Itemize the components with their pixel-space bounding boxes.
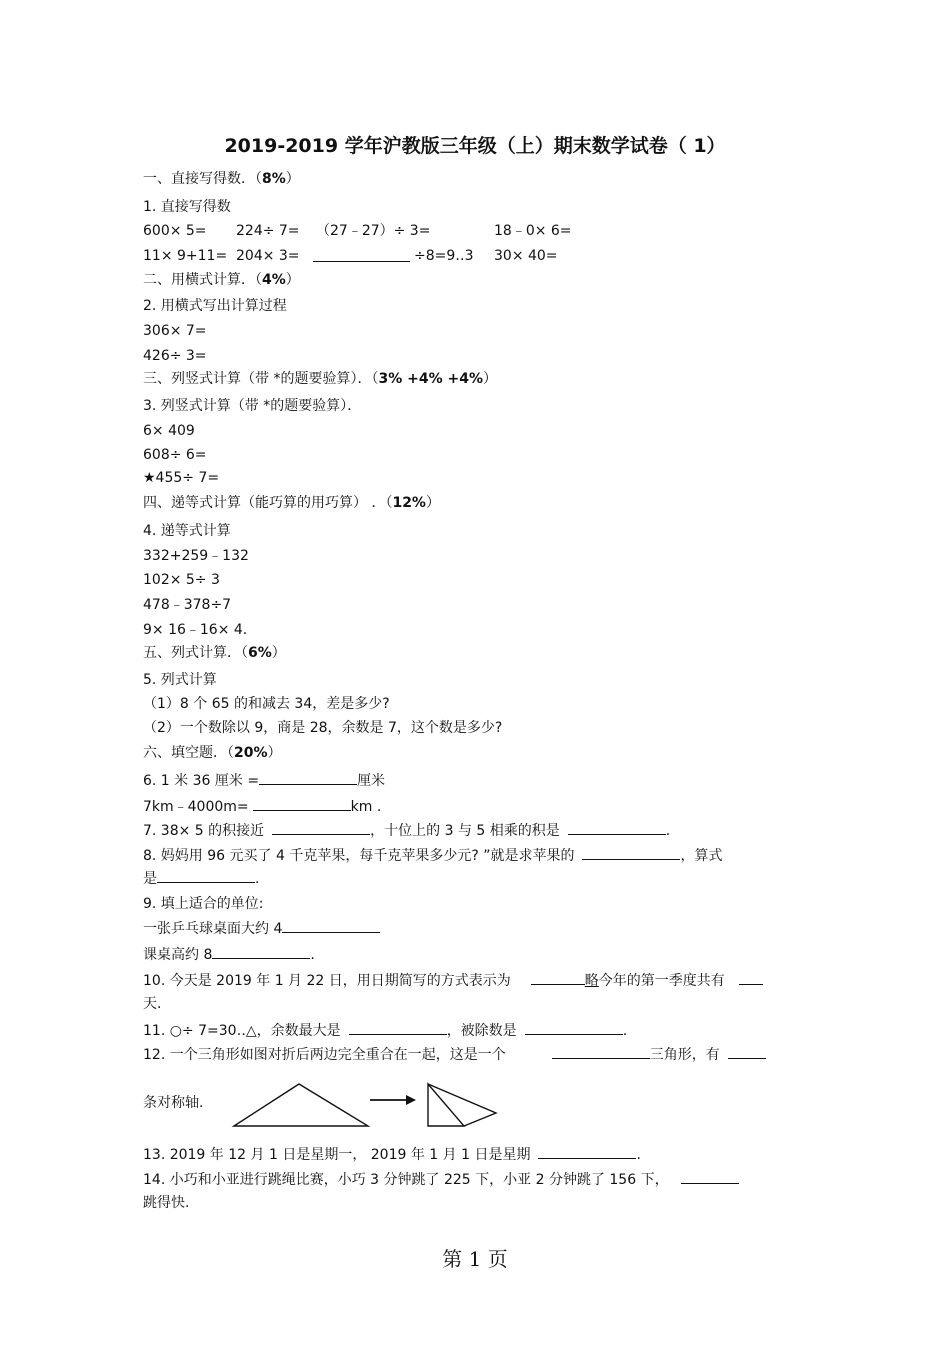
answer-blank[interactable] (157, 869, 255, 883)
answer-blank[interactable] (552, 1045, 650, 1059)
answer-blank[interactable] (259, 771, 357, 785)
q6-line-2: 7km﹣4000m= km . (143, 799, 382, 815)
fold-flap (428, 1084, 496, 1126)
q7-line: 7. 38× 5 的积接近 ，十位上的 3 与 5 相乘的积是 . (143, 823, 671, 839)
q2-item: 426÷ 3= (143, 348, 207, 364)
folded-triangle (428, 1084, 464, 1126)
q1-item: 18﹣0× 6= (494, 223, 572, 239)
section-2-heading: 二、用横式计算．（4%） (143, 272, 300, 288)
q2-item: 306× 7= (143, 323, 207, 339)
q1-label: 1. 直接写得数 (143, 199, 231, 215)
q8-line-2: 是 . (143, 871, 260, 887)
section-1-heading: 一、直接写得数．（8%） (143, 171, 300, 187)
q13-line: 13. 2019 年 12 月 1 日是星期一， 2019 年 1 月 1 日是星期 . (143, 1147, 641, 1163)
q4-item: 478﹣378÷7 (143, 597, 232, 613)
original-triangle (234, 1084, 368, 1126)
answer-blank[interactable] (253, 797, 351, 811)
q4-item: 9× 16﹣16× 4. (143, 622, 248, 638)
answer-blank[interactable] (582, 846, 680, 860)
q10-line-1: 10. 今天是 2019 年 1 月 22 日，用日期简写的方式表示为 略今年的第一季度共有 (143, 971, 763, 990)
page-footer: 第 1 页 (442, 1247, 508, 1271)
q2-label: 2. 用横式写出计算过程 (143, 298, 287, 314)
answer-blank[interactable] (282, 919, 380, 933)
q1-item: 204× 3= (236, 248, 300, 264)
answer-blank[interactable] (349, 1021, 447, 1035)
q10-line-2: 天. (143, 996, 162, 1012)
answer-blank[interactable] (728, 1045, 766, 1059)
answer-blank[interactable] (681, 1170, 739, 1184)
arrow-head (406, 1095, 416, 1105)
q3-item: 608÷ 6= (143, 447, 207, 463)
answer-blank[interactable] (212, 945, 310, 959)
triangle-fold-figure (228, 1078, 508, 1130)
section-3-heading: 三、列竖式计算（带 *的题要验算）．（3% +4% +4%） (143, 371, 497, 387)
q4-item: 102× 5÷ 3 (143, 572, 220, 588)
q14-line-1: 14. 小巧和小亚进行跳绳比赛，小巧 3 分钟跳了 225 下，小亚 2 分钟跳了 156 下， (143, 1170, 739, 1189)
answer-blank[interactable] (525, 1021, 623, 1035)
q5-item: （1）8 个 65 的和减去 34，差是多少? (143, 696, 390, 712)
q4-label: 4. 递等式计算 (143, 523, 231, 539)
q5-label: 5. 列式计算 (143, 672, 217, 688)
q12-line: 12. 一个三角形如图对折后两边完全重合在一起，这是一个 三角形，有 (143, 1045, 766, 1064)
q1-item: 600× 5= (143, 223, 207, 239)
q1-item: 30× 40= (494, 248, 558, 264)
q9-item-a: 一张乒乓球桌面大约 4 (143, 919, 380, 938)
q4-item: 332+259﹣132 (143, 548, 249, 564)
section-5-heading: 五、列式计算．（6%） (143, 645, 286, 661)
answer-blank[interactable] (313, 248, 410, 262)
q1-item: 11× 9+11= (143, 248, 228, 264)
q1-item: （27﹣27）÷ 3= (316, 223, 431, 239)
q5-item: （2）一个数除以 9，商是 28，余数是 7，这个数是多少? (143, 720, 503, 736)
page-title: 2019-2019 学年沪教版三年级（上）期末数学试卷（ 1） (224, 135, 726, 157)
q12-line-2: 条对称轴. (143, 1095, 204, 1111)
q3-label: 3. 列竖式计算（带 *的题要验算）． (143, 398, 362, 414)
q9-item-b: 课桌高约 8 . (143, 947, 315, 963)
q3-item: 6× 409 (143, 423, 195, 439)
q9-label: 9. 填上适合的单位: (143, 896, 264, 912)
q1-item: ÷8=9‥3 (414, 248, 474, 264)
answer-blank[interactable] (538, 1145, 636, 1159)
section-4-heading: 四、递等式计算（能巧算的用巧算） ．（12%） (143, 495, 440, 511)
q8-line-1: 8. 妈妈用 96 元买了 4 千克苹果，每千克苹果多少元? ”就是求苹果的 ，算式 (143, 848, 723, 864)
answer-blank[interactable] (272, 821, 370, 835)
section-6-heading: 六、填空题．（20%） (143, 745, 282, 761)
q11-line: 11. ○÷ 7=30‥△，余数最大是 ，被除数是 . (143, 1023, 628, 1039)
q1-item: 224÷ 7= (236, 223, 300, 239)
q3-item: ★455÷ 7= (143, 470, 220, 486)
q6-line-1: 6. 1 米 36 厘米 = 厘米 (143, 773, 386, 789)
q14-line-2: 跳得快. (143, 1195, 190, 1211)
answer-blank[interactable] (531, 971, 585, 985)
answer-blank[interactable] (739, 971, 763, 985)
answer-blank[interactable] (568, 821, 666, 835)
